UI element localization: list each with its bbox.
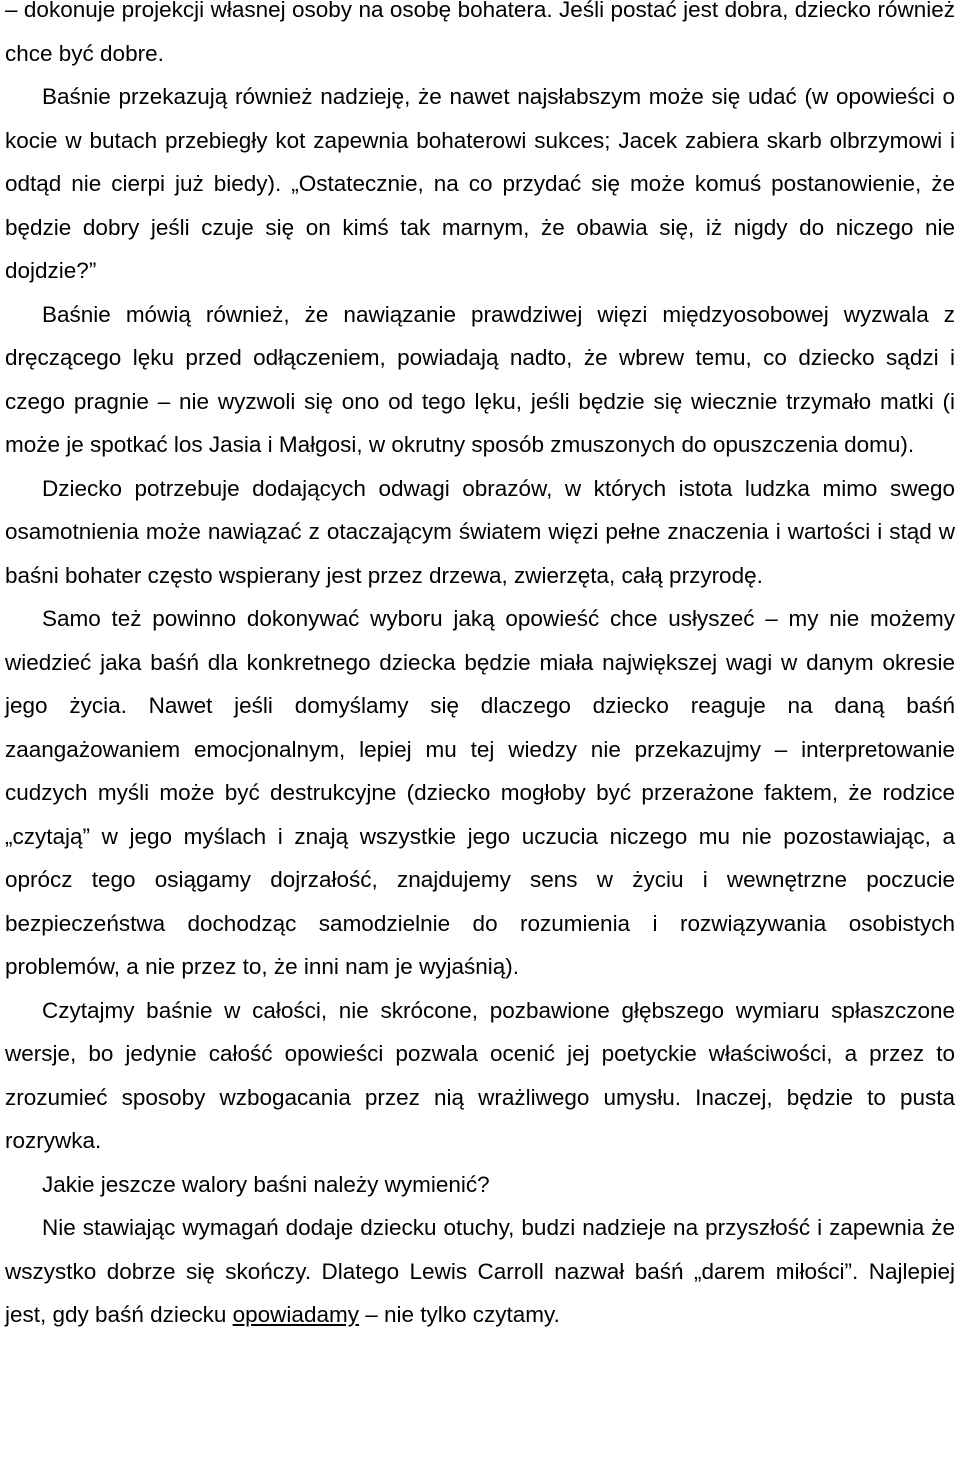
paragraph-8-text-before: Nie stawiając wymagań dodaje dziecku otuchy, budzi nadzieje na przyszłość i zapewnia że wszystko dobrze się skończy. Dlatego Lewis Carroll nazwał baśń „darem miłości”. Najlepiej jest, gdy baśń dziecku: [5, 1215, 955, 1327]
paragraph-7: Jakie jeszcze walory baśni należy wymienić?: [42, 1171, 490, 1197]
paragraph-1: – dokonuje projekcji własnej osoby na osobę bohatera. Jeśli postać jest dobra, dziecko również chce być dobre.: [5, 0, 955, 66]
paragraph-3: Baśnie mówią również, że nawiązanie prawdziwej więzi międzyosobowej wyzwala z dręczącego lęku przed odłączeniem, powiadają nadto, że wbrew temu, co dziecko sądzi i czego pragnie – nie wyzwoli się ono od tego lęku, jeśli będzie się wiecznie trzymało matki (i może je spotkać los Jasia i Małgosi, w okrutny sposób zmuszonych do opuszczenia domu).: [5, 301, 955, 457]
paragraph-6: Czytajmy baśnie w całości, nie skrócone, pozbawione głębszego wymiaru spłaszczone wersje, bo jedynie całość opowieści pozwala ocenić jej poetyckie właściwości, a przez to zrozumieć sposoby wzbogacania przez nią wrażliwego umysłu. Inaczej, będzie to pusta rozrywka.: [5, 997, 955, 1153]
paragraph-8-text-after: – nie tylko czytamy.: [358, 1302, 560, 1327]
underlined-word: opowiadamy: [232, 1302, 359, 1327]
document-page: [5, 0, 955, 1337]
paragraph-2: Baśnie przekazują również nadzieję, że nawet najsłabszym może się udać (w opowieści o kocie w butach przebiegły kot zapewnia bohaterowi sukces; Jacek zabiera skarb olbrzymowi i odtąd nie cierpi już biedy). „Ostatecznie, na co przydać się może komuś postanowienie, że będzie dobry jeśli czuje się on kimś tak marnym, że obawia się, iż nigdy do niczego nie dojdzie?”: [5, 84, 955, 283]
paragraph-8: [5, 1206, 955, 1337]
paragraph-5: Samo też powinno dokonywać wyboru jaką opowieść chce usłyszeć – my nie możemy wiedzieć jaka baśń dla konkretnego dziecka będzie miała największej wagi w danym okresie jego życia. Nawet jeśli domyślamy się dlaczego dziecko reaguje na daną baśń zaangażowaniem emocjonalnym, lepiej mu tej wiedzy nie przekazujmy – interpretowanie cudzych myśli może być destrukcyjne (dziecko mogłoby być przerażone faktem, że rodzice „czytają” w jego myślach i znają wszystkie jego uczucia niczego mu nie pozostawiając, a oprócz tego osiągamy dojrzałość, znajdujemy sens w życiu i wewnętrzne poczucie bezpieczeństwa dochodząc samodzielnie do rozumienia i rozwiązywania osobistych problemów, a nie przez to, że inni nam je wyjaśnią).: [5, 606, 955, 979]
paragraph-4: Dziecko potrzebuje dodających odwagi obrazów, w których istota ludzka mimo swego osamotnienia może nawiązać z otaczającym światem więzi pełne znaczenia i wartości i stąd w baśni bohater często wspierany jest przez drzewa, zwierzęta, całą przyrodę.: [5, 475, 955, 588]
